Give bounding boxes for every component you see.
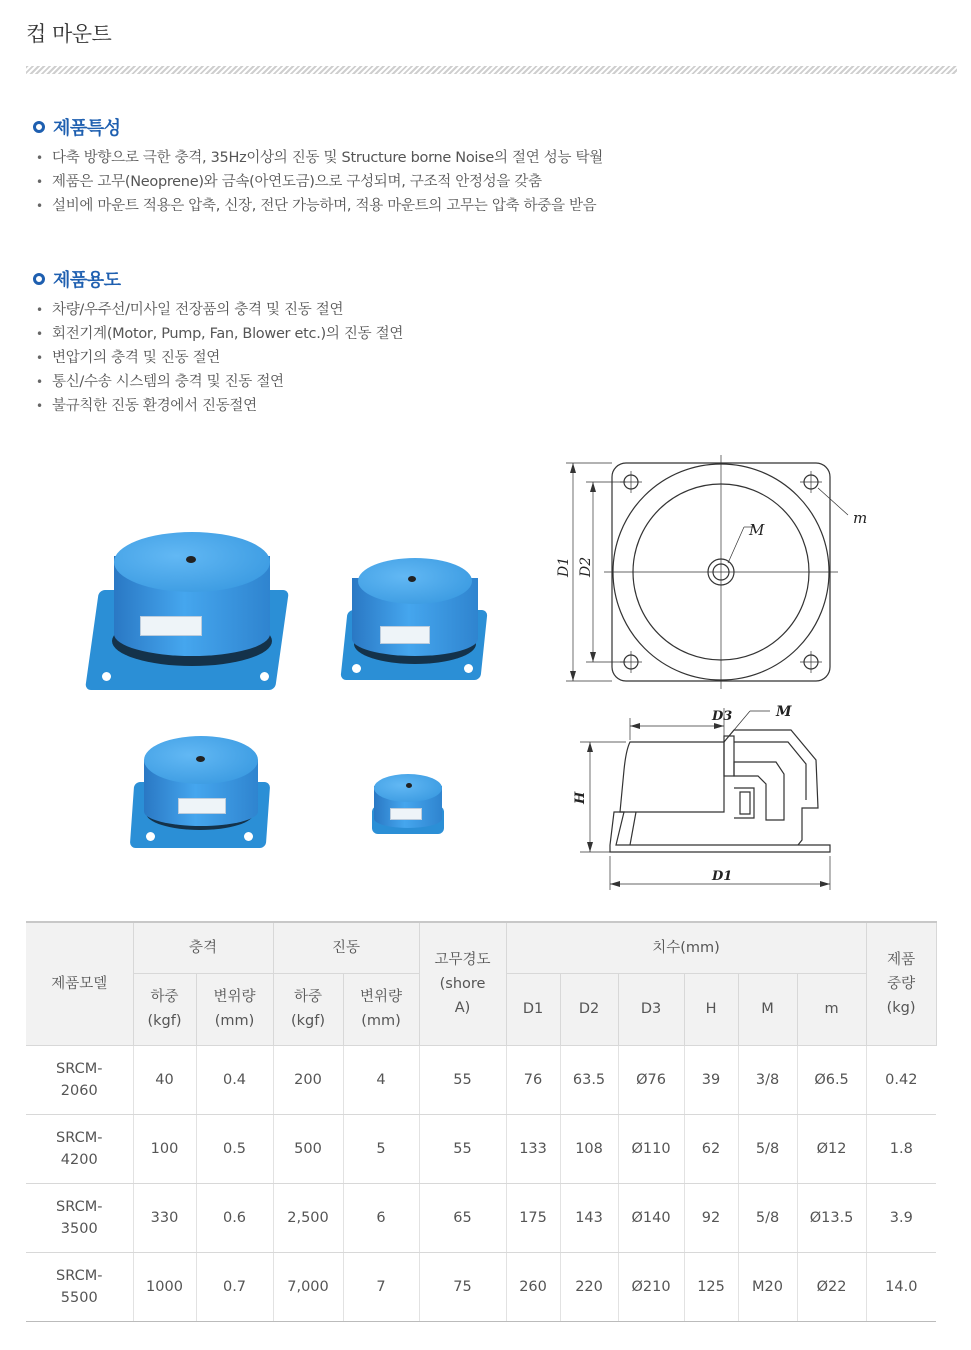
list-item	[36, 298, 403, 322]
mount-bolt-hole	[408, 576, 416, 582]
list-item	[36, 370, 403, 394]
mount-hole	[244, 832, 253, 841]
header-line: 하중	[294, 989, 323, 1005]
cell-hardness: 55	[419, 1045, 506, 1114]
cell-vib-load: 200	[273, 1045, 343, 1114]
cell-weight: 0.42	[866, 1045, 936, 1114]
bullet-dot-icon: •	[36, 399, 43, 413]
title-divider	[26, 66, 957, 74]
bullet-dot-icon: •	[36, 175, 43, 189]
table-row	[26, 1252, 936, 1321]
list-item-text: 회전기계(Motor, Pump, Fan, Blower etc.)의 진동 절연	[52, 326, 404, 342]
dim-label-D2: D2	[578, 556, 594, 577]
header-model: 제품모델	[26, 922, 133, 1045]
header-hardness-line: (shore	[439, 975, 486, 992]
product-label	[380, 626, 430, 644]
cell-M: 5/8	[738, 1183, 797, 1252]
cell-model-line: SRCM-	[56, 1198, 103, 1215]
cell-model	[26, 1183, 133, 1252]
mount-hole	[146, 832, 155, 841]
cell-vib-disp: 7	[343, 1252, 419, 1321]
header-dim-D2: D2	[560, 973, 618, 1045]
cell-D2: 220	[560, 1252, 618, 1321]
cell-weight: 3.9	[866, 1183, 936, 1252]
cell-D1: 175	[506, 1183, 560, 1252]
header-shock-displacement	[196, 973, 273, 1045]
list-item	[36, 146, 603, 170]
cell-vib-disp: 6	[343, 1183, 419, 1252]
cell-shock-disp: 0.6	[196, 1183, 273, 1252]
cell-m: Ø12	[797, 1114, 866, 1183]
side-view-drawing	[566, 700, 846, 892]
bullet-dot-icon: •	[36, 327, 43, 341]
header-shock-load	[133, 973, 196, 1045]
cell-M: 5/8	[738, 1114, 797, 1183]
cell-shock-disp: 0.7	[196, 1252, 273, 1321]
page-title: 컵 마운트	[26, 22, 112, 46]
header-weight-line: (kg)	[886, 999, 916, 1016]
cell-model-line: SRCM-	[56, 1060, 103, 1077]
dim-label-H: H	[573, 791, 588, 804]
cell-M: 3/8	[738, 1045, 797, 1114]
cell-H: 62	[684, 1114, 738, 1183]
product-photo-tiny	[370, 772, 450, 836]
features-heading	[33, 114, 121, 140]
header-dim-m: m	[797, 973, 866, 1045]
cell-model-line: 2060	[60, 1082, 98, 1099]
table-row	[26, 1114, 936, 1183]
header-weight-line: 제품	[887, 951, 916, 968]
cell-vib-load: 7,000	[273, 1252, 343, 1321]
mount-hole	[102, 672, 111, 681]
header-line: 하중	[150, 989, 179, 1005]
list-item	[36, 170, 603, 194]
cell-model-line: 3500	[60, 1220, 98, 1237]
header-dim-D1: D1	[506, 973, 560, 1045]
cell-vib-load: 2,500	[273, 1183, 343, 1252]
cell-vib-disp: 4	[343, 1045, 419, 1114]
cell-D3: Ø140	[618, 1183, 684, 1252]
list-item-text: 불규칙한 진동 환경에서 진동절연	[52, 398, 257, 414]
mount-bolt-hole	[196, 756, 205, 762]
cell-model-line: SRCM-	[56, 1129, 103, 1146]
cell-hardness: 65	[419, 1183, 506, 1252]
cell-shock-load: 40	[133, 1045, 196, 1114]
cell-vib-disp: 5	[343, 1114, 419, 1183]
product-label	[390, 808, 422, 820]
list-item-text: 제품은 고무(Neoprene)와 금속(아연도금)으로 구성되며, 구조적 안정성을 갖춤	[52, 174, 542, 190]
header-dim-M: M	[738, 973, 797, 1045]
cell-weight: 14.0	[866, 1252, 936, 1321]
list-item-text: 변압기의 충격 및 진동 절연	[52, 350, 221, 366]
cell-D3: Ø76	[618, 1045, 684, 1114]
header-weight-line: 중량	[887, 975, 916, 992]
header-hardness	[419, 922, 506, 1045]
cell-model-line: SRCM-	[56, 1267, 103, 1284]
cell-D1: 133	[506, 1114, 560, 1183]
cell-M: M20	[738, 1252, 797, 1321]
bullet-dot-icon: •	[36, 199, 43, 213]
table-row	[26, 1045, 936, 1114]
cell-vib-load: 500	[273, 1114, 343, 1183]
features-heading-label: 제품특성	[53, 118, 121, 139]
bullet-dot-icon: •	[36, 151, 43, 165]
mount-cup-top	[374, 774, 442, 802]
list-item	[36, 394, 403, 418]
uses-heading	[33, 266, 121, 292]
cell-D2: 143	[560, 1183, 618, 1252]
cell-model	[26, 1045, 133, 1114]
cell-model	[26, 1114, 133, 1183]
cell-hardness: 75	[419, 1252, 506, 1321]
list-item-text: 다축 방향으로 극한 충격, 35Hz이상의 진동 및 Structure borne Noise의 절연 성능 탁월	[52, 150, 603, 166]
table-row	[26, 1183, 936, 1252]
cell-H: 125	[684, 1252, 738, 1321]
mount-bolt-hole	[186, 556, 196, 563]
header-line: (mm)	[361, 1013, 401, 1029]
ring-bullet-icon	[33, 273, 45, 285]
dim-label-M: M	[776, 704, 792, 720]
header-vibration: 진동	[273, 922, 419, 973]
cell-shock-load: 100	[133, 1114, 196, 1183]
list-item	[36, 194, 603, 218]
cell-D2: 108	[560, 1114, 618, 1183]
uses-list	[36, 298, 403, 418]
bullet-dot-icon: •	[36, 351, 43, 365]
cell-m: Ø22	[797, 1252, 866, 1321]
cell-m: Ø6.5	[797, 1045, 866, 1114]
dim-label-D3: D3	[712, 709, 733, 724]
dim-label-M: M	[749, 521, 765, 539]
cell-m: Ø13.5	[797, 1183, 866, 1252]
header-line: 변위량	[213, 989, 256, 1005]
product-photo-small	[132, 734, 272, 850]
features-list	[36, 146, 603, 218]
product-label	[178, 798, 226, 814]
cell-model-line: 4200	[60, 1151, 98, 1168]
cell-model-line: 5500	[60, 1289, 98, 1306]
cell-H: 39	[684, 1045, 738, 1114]
mount-cup-top	[358, 558, 472, 604]
mount-hole	[352, 664, 361, 673]
mount-bolt-hole	[406, 783, 412, 788]
cell-D3: Ø210	[618, 1252, 684, 1321]
mount-hole	[464, 664, 473, 673]
cell-shock-disp: 0.4	[196, 1045, 273, 1114]
uses-heading-label: 제품용도	[53, 270, 121, 291]
cell-shock-load: 1000	[133, 1252, 196, 1321]
bullet-dot-icon: •	[36, 375, 43, 389]
header-line: (mm)	[214, 1013, 255, 1029]
cell-shock-disp: 0.5	[196, 1114, 273, 1183]
product-photo-medium	[344, 548, 494, 683]
bullet-dot-icon: •	[36, 303, 43, 317]
product-photo-large	[92, 520, 292, 695]
cell-D3: Ø110	[618, 1114, 684, 1183]
cell-D1: 260	[506, 1252, 560, 1321]
mount-hole	[260, 672, 269, 681]
dim-label-D1: D1	[556, 556, 572, 577]
header-dim-D3: D3	[618, 973, 684, 1045]
header-hardness-line: 고무경도	[434, 951, 491, 968]
dim-label-D1: D1	[712, 869, 733, 884]
header-line: 변위량	[360, 989, 403, 1005]
header-vibration-load	[273, 973, 343, 1045]
header-vibration-displacement	[343, 973, 419, 1045]
cell-H: 92	[684, 1183, 738, 1252]
cell-D1: 76	[506, 1045, 560, 1114]
header-shock: 충격	[133, 922, 273, 973]
header-dim-H: H	[684, 973, 738, 1045]
header-weight	[866, 922, 936, 1045]
header-line: (kgf)	[147, 1013, 182, 1029]
cell-model	[26, 1252, 133, 1321]
header-line: (kgf)	[291, 1013, 326, 1029]
cell-shock-load: 330	[133, 1183, 196, 1252]
ring-bullet-icon	[33, 121, 45, 133]
spec-table	[26, 921, 937, 1322]
cell-D2: 63.5	[560, 1045, 618, 1114]
list-item-text: 설비에 마운트 적용은 압축, 신장, 전단 가능하며, 적용 마운트의 고무는 압축 하중을 받음	[52, 198, 597, 214]
cell-hardness: 55	[419, 1114, 506, 1183]
list-item	[36, 346, 403, 370]
list-item-text: 통신/수송 시스템의 충격 및 진동 절연	[52, 374, 284, 390]
list-item-text: 차량/우주선/미사일 전장품의 충격 및 진동 절연	[52, 302, 344, 318]
product-label	[140, 616, 202, 636]
spec-table-body	[26, 1045, 936, 1321]
header-dimensions: 치수(mm)	[506, 922, 866, 973]
list-item	[36, 322, 403, 346]
cell-weight: 1.8	[866, 1114, 936, 1183]
top-view-drawing	[556, 455, 886, 690]
header-hardness-line: A)	[454, 999, 471, 1016]
dim-label-m: m	[853, 509, 868, 527]
